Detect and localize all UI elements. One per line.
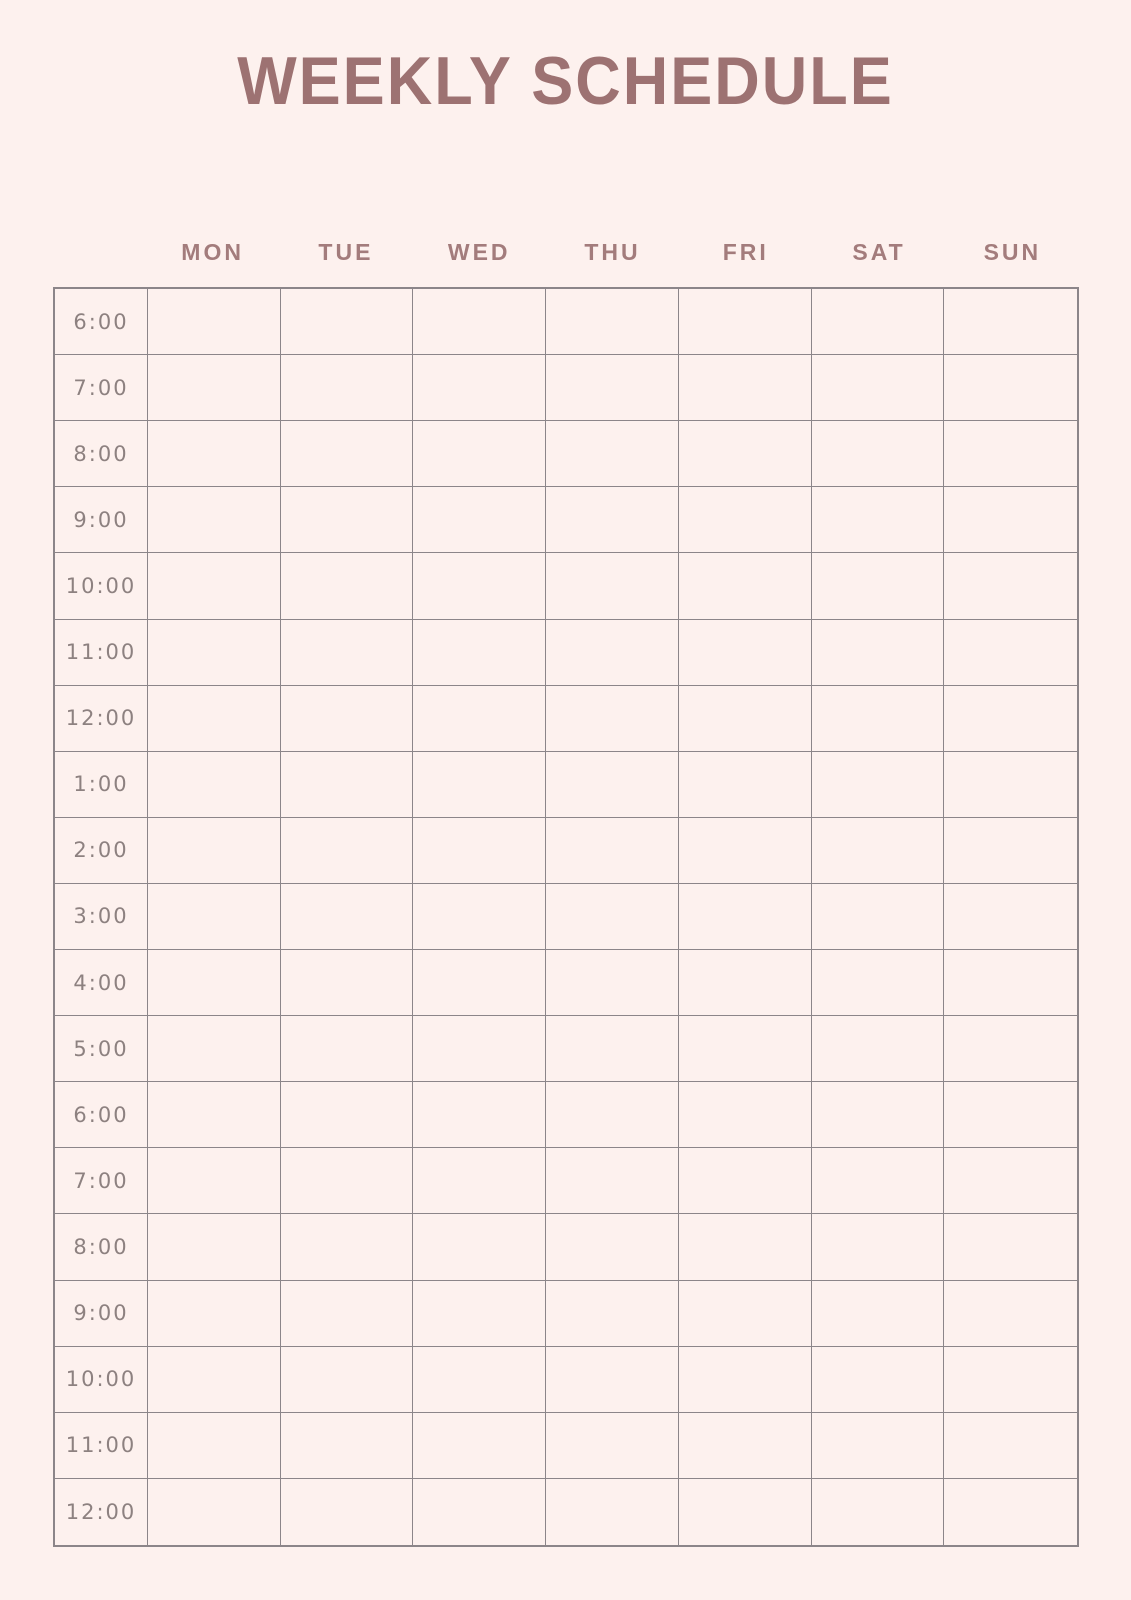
schedule-cell-wed-row10 (413, 950, 546, 1016)
schedule-cell-mon-row15 (148, 1281, 281, 1347)
schedule-cell-thu-row0 (546, 289, 679, 355)
schedule-cell-wed-row18 (413, 1479, 546, 1545)
time-label: 11:00 (55, 620, 148, 686)
schedule-cell-mon-row11 (148, 1016, 281, 1082)
schedule-cell-fri-row0 (679, 289, 812, 355)
time-label: 7:00 (55, 1148, 148, 1214)
schedule-cell-thu-row4 (546, 553, 679, 619)
schedule-cell-fri-row3 (679, 487, 812, 553)
schedule-cell-sun-row7 (944, 752, 1077, 818)
schedule-cell-thu-row10 (546, 950, 679, 1016)
schedule-cell-mon-row5 (148, 620, 281, 686)
schedule-cell-sun-row14 (944, 1214, 1077, 1280)
schedule-cell-wed-row5 (413, 620, 546, 686)
schedule-cell-tue-row3 (281, 487, 414, 553)
schedule-cell-tue-row10 (281, 950, 414, 1016)
schedule-cell-thu-row16 (546, 1347, 679, 1413)
schedule-cell-thu-row1 (546, 355, 679, 421)
schedule-cell-sat-row13 (812, 1148, 945, 1214)
schedule-cell-thu-row3 (546, 487, 679, 553)
schedule-cell-sun-row1 (944, 355, 1077, 421)
schedule-cell-tue-row13 (281, 1148, 414, 1214)
time-label: 9:00 (55, 1281, 148, 1347)
schedule-grid (53, 287, 1079, 1547)
schedule-cell-sat-row0 (812, 289, 945, 355)
schedule-cell-fri-row9 (679, 884, 812, 950)
schedule-cell-sat-row12 (812, 1082, 945, 1148)
day-header-thu: THU (584, 238, 641, 265)
schedule-cell-wed-row7 (413, 752, 546, 818)
schedule-cell-sat-row18 (812, 1479, 945, 1545)
schedule-cell-thu-row12 (546, 1082, 679, 1148)
schedule-cell-tue-row16 (281, 1347, 414, 1413)
time-label: 8:00 (55, 421, 148, 487)
time-label: 11:00 (55, 1413, 148, 1479)
time-label: 8:00 (55, 1214, 148, 1280)
schedule-cell-tue-row6 (281, 686, 414, 752)
schedule-cell-fri-row6 (679, 686, 812, 752)
schedule-cell-fri-row16 (679, 1347, 812, 1413)
day-header-sun: SUN (983, 238, 1042, 265)
schedule-cell-mon-row10 (148, 950, 281, 1016)
schedule-cell-sat-row7 (812, 752, 945, 818)
schedule-cell-fri-row17 (679, 1413, 812, 1479)
schedule-cell-thu-row18 (546, 1479, 679, 1545)
schedule-cell-mon-row4 (148, 553, 281, 619)
schedule-cell-wed-row14 (413, 1214, 546, 1280)
schedule-cell-sun-row15 (944, 1281, 1077, 1347)
schedule-cell-thu-row15 (546, 1281, 679, 1347)
schedule-cell-fri-row10 (679, 950, 812, 1016)
time-label: 7:00 (55, 355, 148, 421)
schedule-cell-wed-row6 (413, 686, 546, 752)
time-label: 6:00 (55, 289, 148, 355)
schedule-cell-sun-row2 (944, 421, 1077, 487)
schedule-cell-sat-row16 (812, 1347, 945, 1413)
schedule-cell-fri-row11 (679, 1016, 812, 1082)
time-label: 9:00 (55, 487, 148, 553)
time-label: 12:00 (55, 686, 148, 752)
schedule-cell-thu-row14 (546, 1214, 679, 1280)
schedule-cell-sun-row8 (944, 818, 1077, 884)
schedule-cell-thu-row6 (546, 686, 679, 752)
schedule-cell-tue-row15 (281, 1281, 414, 1347)
time-label: 1:00 (55, 752, 148, 818)
schedule-cell-wed-row16 (413, 1347, 546, 1413)
schedule-cell-thu-row7 (546, 752, 679, 818)
schedule-cell-sat-row1 (812, 355, 945, 421)
schedule-cell-mon-row8 (148, 818, 281, 884)
time-label: 6:00 (55, 1082, 148, 1148)
schedule-cell-mon-row0 (148, 289, 281, 355)
schedule-cell-tue-row12 (281, 1082, 414, 1148)
schedule-cell-wed-row3 (413, 487, 546, 553)
time-label: 5:00 (55, 1016, 148, 1082)
schedule-cell-sat-row5 (812, 620, 945, 686)
schedule-cell-fri-row12 (679, 1082, 812, 1148)
schedule-cell-sun-row5 (944, 620, 1077, 686)
time-label: 10:00 (55, 1347, 148, 1413)
time-label: 2:00 (55, 818, 148, 884)
schedule-cell-sat-row17 (812, 1413, 945, 1479)
schedule-cell-mon-row14 (148, 1214, 281, 1280)
schedule-cell-tue-row9 (281, 884, 414, 950)
schedule-cell-mon-row6 (148, 686, 281, 752)
schedule-cell-fri-row4 (679, 553, 812, 619)
schedule-cell-sun-row13 (944, 1148, 1077, 1214)
schedule-cell-thu-row2 (546, 421, 679, 487)
schedule-cell-wed-row1 (413, 355, 546, 421)
schedule-cell-mon-row3 (148, 487, 281, 553)
schedule-cell-sat-row3 (812, 487, 945, 553)
schedule-cell-tue-row8 (281, 818, 414, 884)
schedule-cell-thu-row13 (546, 1148, 679, 1214)
schedule-cell-mon-row1 (148, 355, 281, 421)
schedule-cell-mon-row13 (148, 1148, 281, 1214)
schedule-cell-tue-row0 (281, 289, 414, 355)
schedule-cell-mon-row7 (148, 752, 281, 818)
schedule-cell-wed-row9 (413, 884, 546, 950)
schedule-cell-wed-row8 (413, 818, 546, 884)
schedule-cell-sat-row15 (812, 1281, 945, 1347)
schedule-cell-sat-row11 (812, 1016, 945, 1082)
schedule-cell-fri-row2 (679, 421, 812, 487)
time-label: 3:00 (55, 884, 148, 950)
schedule-cell-fri-row8 (679, 818, 812, 884)
schedule-cell-sun-row18 (944, 1479, 1077, 1545)
schedule-cell-sat-row2 (812, 421, 945, 487)
schedule-cell-sat-row10 (812, 950, 945, 1016)
schedule-cell-mon-row18 (148, 1479, 281, 1545)
schedule-cell-thu-row17 (546, 1413, 679, 1479)
schedule-cell-thu-row5 (546, 620, 679, 686)
schedule-cell-wed-row4 (413, 553, 546, 619)
schedule-cell-sun-row16 (944, 1347, 1077, 1413)
schedule-cell-wed-row0 (413, 289, 546, 355)
schedule-cell-mon-row16 (148, 1347, 281, 1413)
schedule-cell-sun-row0 (944, 289, 1077, 355)
schedule-cell-tue-row7 (281, 752, 414, 818)
schedule-cell-thu-row11 (546, 1016, 679, 1082)
schedule-cell-sun-row6 (944, 686, 1077, 752)
schedule-cell-tue-row18 (281, 1479, 414, 1545)
schedule-cell-sat-row8 (812, 818, 945, 884)
time-label: 10:00 (55, 553, 148, 619)
schedule-cell-wed-row17 (413, 1413, 546, 1479)
schedule-cell-tue-row5 (281, 620, 414, 686)
day-header-mon: MON (181, 238, 244, 265)
schedule-cell-sun-row10 (944, 950, 1077, 1016)
schedule-cell-sun-row12 (944, 1082, 1077, 1148)
schedule-cell-mon-row2 (148, 421, 281, 487)
schedule-cell-fri-row1 (679, 355, 812, 421)
schedule-cell-tue-row17 (281, 1413, 414, 1479)
schedule-cell-fri-row15 (679, 1281, 812, 1347)
day-header-sat: SAT (852, 238, 906, 265)
schedule-cell-mon-row17 (148, 1413, 281, 1479)
schedule-cell-sat-row9 (812, 884, 945, 950)
schedule-cell-sun-row9 (944, 884, 1077, 950)
day-header-tue: TUE (318, 238, 374, 265)
schedule-cell-wed-row2 (413, 421, 546, 487)
schedule-cell-sun-row3 (944, 487, 1077, 553)
schedule-cell-sun-row11 (944, 1016, 1077, 1082)
schedule-cell-wed-row12 (413, 1082, 546, 1148)
schedule-cell-wed-row15 (413, 1281, 546, 1347)
schedule-cell-sat-row4 (812, 553, 945, 619)
schedule-cell-thu-row8 (546, 818, 679, 884)
time-label: 12:00 (55, 1479, 148, 1545)
schedule-cell-wed-row11 (413, 1016, 546, 1082)
schedule-cell-sun-row17 (944, 1413, 1077, 1479)
schedule-cell-sat-row6 (812, 686, 945, 752)
schedule-cell-mon-row12 (148, 1082, 281, 1148)
schedule-cell-tue-row11 (281, 1016, 414, 1082)
schedule-cell-tue-row14 (281, 1214, 414, 1280)
schedule-cell-wed-row13 (413, 1148, 546, 1214)
schedule-cell-tue-row2 (281, 421, 414, 487)
schedule-cell-sat-row14 (812, 1214, 945, 1280)
schedule-cell-mon-row9 (148, 884, 281, 950)
schedule-cell-thu-row9 (546, 884, 679, 950)
schedule-cell-fri-row14 (679, 1214, 812, 1280)
page-title: WEEKLY SCHEDULE (237, 43, 894, 120)
schedule-cell-fri-row5 (679, 620, 812, 686)
day-header-fri: FRI (722, 238, 769, 265)
schedule-cell-tue-row1 (281, 355, 414, 421)
schedule-cell-fri-row7 (679, 752, 812, 818)
schedule-cell-fri-row13 (679, 1148, 812, 1214)
schedule-cell-sun-row4 (944, 553, 1077, 619)
schedule-cell-tue-row4 (281, 553, 414, 619)
day-header-row (146, 234, 1079, 270)
day-header-wed: WED (447, 238, 511, 265)
schedule-cell-fri-row18 (679, 1479, 812, 1545)
time-label: 4:00 (55, 950, 148, 1016)
